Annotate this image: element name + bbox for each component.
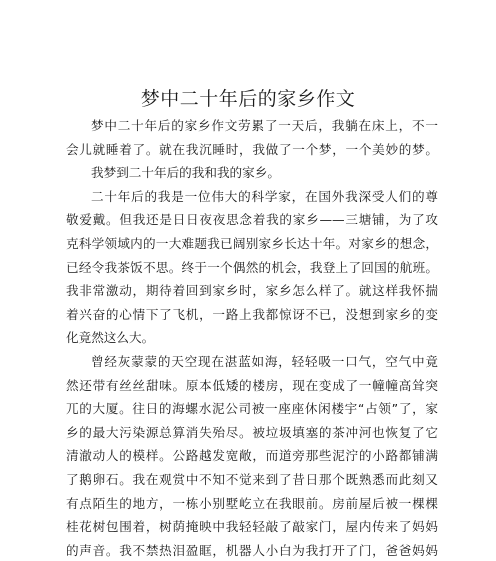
body-line: 二十年后的我是一位伟大的科学家，在国外我深受人们的尊 [91, 188, 438, 204]
body-line: 兀的大厦。往日的海螺水泥公司被一座座休闲楼宇“占领”了，家 [66, 401, 438, 417]
body-line: 曾经灰蒙蒙的天空现在湛蓝如海，轻轻吸一口气，空气中竟 [91, 353, 438, 369]
body-line: 然还带有丝丝甜味。原本低矮的楼房，现在变成了一幢幢高耸突 [66, 377, 438, 393]
body-line: 梦中二十年后的家乡作文劳累了一天后，我躺在床上，不一 [91, 118, 438, 133]
body-line: 乡的最大污染源总算消失殆尽。被垃圾填塞的茶冲河也恢复了它 [66, 424, 438, 440]
body-line: 我非常激动，期待着回到家乡时，家乡怎么样了。就这样我怀揣 [66, 283, 438, 299]
body-line: 敬爱戴。但我还是日日夜夜思念着我的家乡——三塘铺，为了攻 [66, 212, 438, 228]
document-body [66, 114, 438, 561]
body-line: 着兴奋的心情下了飞机，一路上我都惊讶不已，没想到家乡的变 [66, 306, 438, 322]
body-line: 已经令我茶饭不思。终于一个偶然的机会，我登上了回国的航班。 [66, 259, 438, 275]
document-title: 梦中二十年后的家乡作文 [140, 88, 356, 110]
body-line: 克科学领域内的一大难题我已阔别家乡长达十年。对家乡的想念， [66, 235, 438, 251]
body-line: 桂花树包围着，树荫掩映中我轻轻敲了敲家门，屋内传来了妈妈 [66, 519, 438, 535]
body-line: 我梦到二十年后的我和我的家乡。 [91, 165, 280, 181]
body-line: 清澈动人的模样。公路越发宽敞，而道旁那些泥泞的小路都铺满 [66, 448, 438, 464]
body-line: 了鹅卵石。我在观赏中不知不觉来到了昔日那个既熟悉而此刻又 [66, 471, 438, 487]
body-line: 会儿就睡着了。就在我沉睡时，我做了一个梦，一个美妙的梦。 [66, 141, 438, 157]
body-line: 有点陌生的地方，一栋小别墅屹立在我眼前。房前屋后被一棵棵 [66, 495, 438, 511]
body-line: 的声音。我不禁热泪盈眶，机器人小白为我打开了门，爸爸妈妈 [66, 542, 438, 558]
body-line: 化竟然这么大。 [66, 330, 155, 346]
